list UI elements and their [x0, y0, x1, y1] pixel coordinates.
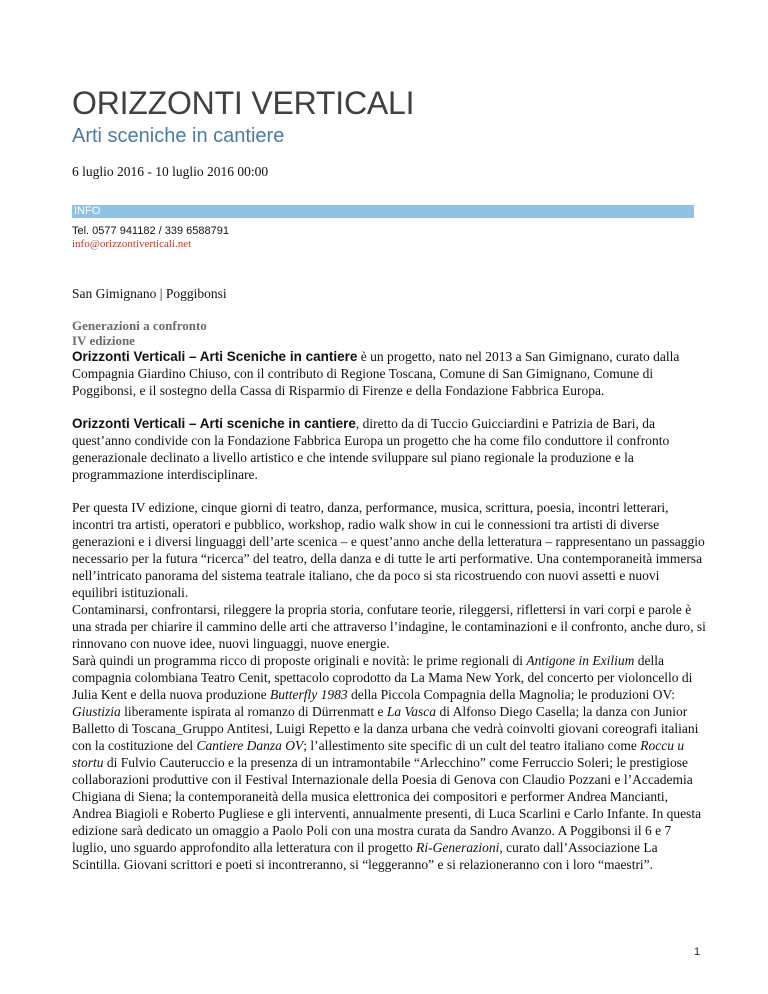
paragraph-program: [72, 652, 708, 873]
project-name-strong-2: Orizzonti Verticali – Arti sceniche in cantiere: [72, 416, 356, 431]
program-title-butterfly: Butterfly 1983: [269, 687, 348, 702]
location-text: San Gimignano | Poggibonsi: [72, 286, 227, 301]
edition-heading: Generazioni a confronto: [72, 318, 207, 333]
program-title-vasca: La Vasca: [386, 704, 437, 719]
contact-block: [72, 224, 708, 251]
program-text-2: della compagnia colombiana Teatro Cenit, spettacolo coprodotto da La Mama New York, del concerto per violoncello di Julia Kent e della nuova produzione: [72, 653, 693, 702]
info-label: INFO: [74, 205, 101, 217]
program-text-7: di Fulvio Cauteruccio e la presenza di un intramontabile “Arlecchino” come Ferruccio Soleri; le prestigiose collaborazioni produttive con il Festival Internazionale della Poesia di Genova con Claudio Pozzani e l’Accademia Chigiana di Siena; la contemporaneità della musica elettronica dei compositori e performer Andrea Mancianti, Andrea Biagioli e Roberto Pugliese e gli interventi, annualmente presenti, di Luca Scarlini e Carlo Infante. In questa edizione sarà dedicato un omaggio a Paolo Poli con una mostra curata da Sandro Avanzo. A Poggibonsi il 6 e 7 luglio, uno sguardo approfondito alla letteratura con il progetto: [72, 755, 702, 855]
project-name-strong: Orizzonti Verticali – Arti Sceniche in cantiere: [72, 349, 358, 364]
paragraph-direction: [72, 415, 708, 483]
program-title-roccu: Roccu u stortu: [72, 738, 685, 770]
phone-number: Tel. 0577 941182 / 339 6588791: [72, 225, 229, 237]
email-link[interactable]: info@orizzontiverticali.net: [72, 238, 192, 250]
edition-number: IV edizione: [72, 333, 135, 348]
program-text-3: della Piccola Compagnia della Magnolia; le produzioni OV:: [347, 687, 675, 702]
program-text-6: ; l’allestimento site specific di un cult del teatro italiano come: [303, 738, 641, 753]
document-page: [72, 84, 708, 873]
program-title-cantiere: Cantiere Danza OV: [196, 738, 304, 753]
paragraph-intro: [72, 348, 708, 399]
page-title: ORIZZONTI VERTICALI: [72, 85, 415, 121]
page-number: 1: [694, 946, 701, 958]
paragraph-contamination: Contaminarsi, confrontarsi, rileggere la propria storia, confutare teorie, rileggersi, riflettersi in vari corpi e parole è una strada per chiarire il cammino delle arti che attraverso l’indagine, le contaminazioni e il confronto, anche duro, si rinnovano con nuove idee, nuovi linguaggi, nuove energie.: [72, 602, 706, 651]
paragraph-edition: Per questa IV edizione, cinque giorni di teatro, danza, performance, musica, scrittura, poesia, incontri letterari, incontri tra artisti, operatori e pubblico, workshop, radio walk show in cui le connessioni tra artisti di diverse generazioni e i diversi linguaggi dell’arte scenica – e quest’anno anche della letteratura – rappresentano un passaggio necessario per la futura “ricerca” del teatro, della danza e di tutte le arti performative. Una contemporaneità immersa nell’intricato panorama del sistema teatrale italiano, che da poco si sta ricostruendo con nuovi assetti e nuovi equilibri istituzionali.: [72, 500, 705, 600]
paragraph-direction-text: , diretto da di Tuccio Guicciardini e Patrizia de Bari, da quest’anno condivide con la Fondazione Fabbrica Europa un progetto che ha come filo conduttore il confronto generazionale declinato a livello artistico e che intende sviluppare sul piano regionale la produzione e la programmazione interdisciplinare.: [72, 416, 670, 482]
event-date: 6 luglio 2016 - 10 luglio 2016 00:00: [72, 164, 269, 179]
program-text-4: liberamente ispirata al romanzo di Dürrenmatt e: [120, 704, 387, 719]
program-text-1: Sarà quindi un programma ricco di proposte originali e novità: le prime regionali di: [72, 653, 527, 668]
program-title-giustizia: Giustizia: [72, 704, 121, 719]
program-title-antigone: Antigone in Exilium: [526, 653, 635, 668]
program-text-8: , curato dall’Associazione La Scintilla. Giovani scrittori e poeti si incontreranno, si “leggeranno” e si relazioneranno con i loro “maestri”.: [72, 840, 658, 872]
info-section-bar: [72, 205, 694, 218]
paragraph-intro-text: è un progetto, nato nel 2013 a San Gimignano, curato dalla Compagnia Giardino Chiuso, con il contributo di Regione Toscana, Comune di San Gimignano, Comune di Poggibonsi, e il sostegno della Cassa di Risparmio di Firenze e della Fondazione Fabbrica Europa.: [72, 349, 680, 398]
program-title-rigenerazioni: Ri-Generazioni: [416, 840, 500, 855]
page-subtitle: Arti sceniche in cantiere: [72, 125, 285, 147]
program-text-5: di Alfonso Diego Casella; la danza con Junior Balletto di Toscana_Gruppo Antitesi, Luigi Repetto e la danza urbana che vedrà coinvolti giovani coreografi italiani con la costituzione del: [72, 704, 699, 753]
